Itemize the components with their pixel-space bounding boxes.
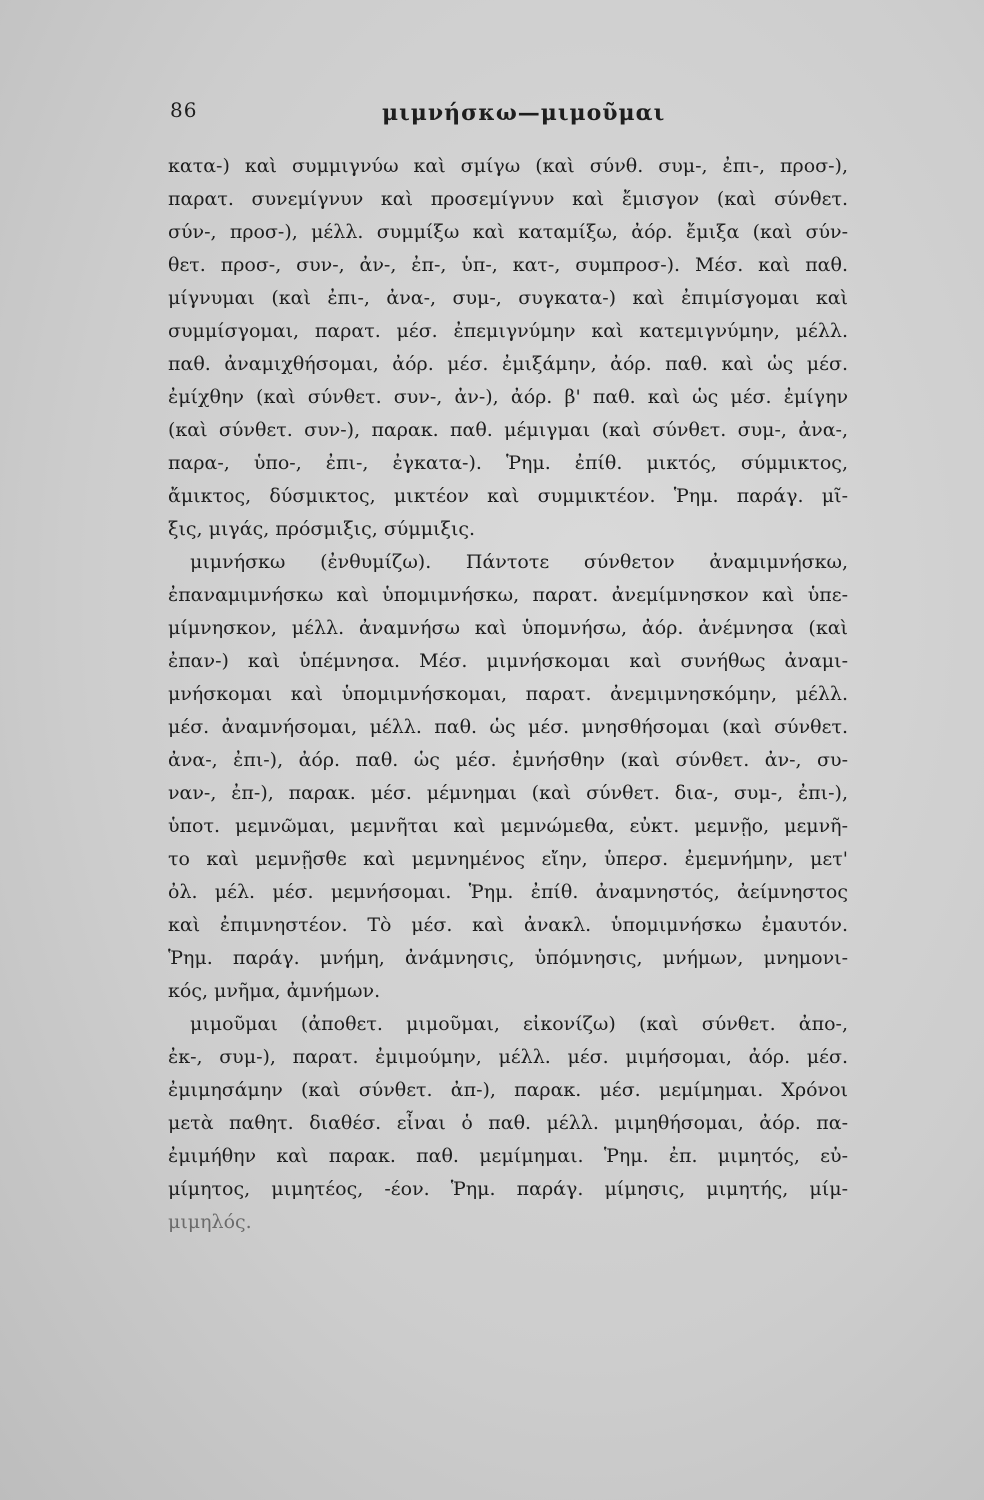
text-line: θετ. προσ-, συν-, ἀν-, ἐπ-, ὑπ-, κατ-, συμπροσ-). Μέσ. καὶ παθ. — [168, 254, 848, 276]
text-line: παθ. ἀναμιχθήσομαι, ἀόρ. μέσ. ἐμιξάμην, ἀόρ. παθ. καὶ ὡς μέσ. — [168, 353, 848, 375]
text-line: καὶ ἐπιμνηστέον. Τὸ μέσ. καὶ ἀνακλ. ὑπομιμνήσκω ἐμαυτόν. — [168, 914, 848, 936]
text-line: μίμητος, μιμητέος, -έον. Ῥημ. παράγ. μίμησις, μιμητής, μίμ- — [168, 1178, 848, 1200]
text-line: ἐκ-, συμ-), παρατ. ἐμιμούμην, μέλλ. μέσ. μιμήσομαι, ἀόρ. μέσ. — [168, 1046, 848, 1068]
text-line: σύν-, προσ-), μέλλ. συμμίξω καὶ καταμίξω, ἀόρ. ἔμιξα (καὶ σύν- — [168, 221, 848, 243]
text-line: κός, μνῆμα, ἀμνήμων. — [168, 980, 381, 1002]
text-line: ἄμικτος, δύσμικτος, μικτέον καὶ συμμικτέον. Ῥημ. παράγ. μῖ- — [168, 485, 848, 507]
text-line: μέσ. ἀναμνήσομαι, μέλλ. παθ. ὡς μέσ. μνησθήσομαι (καὶ σύνθετ. — [168, 716, 848, 738]
text-line: παρα-, ὑπο-, ἐπι-, ἐγκατα-). Ῥημ. ἐπίθ. μικτός, σύμμικτος, — [168, 452, 848, 474]
text-line: μίγνυμαι (καὶ ἐπι-, ἀνα-, συμ-, συγκατα-) καὶ ἐπιμίσγομαι καὶ — [168, 287, 848, 309]
text-line: ἐμιμήθην καὶ παρακ. παθ. μεμίμημαι. Ῥημ. ἐπ. μιμητός, εὐ- — [168, 1145, 848, 1167]
text-line: ἀνα-, ἐπι-), ἀόρ. παθ. ὡς μέσ. ἐμνήσθην (καὶ σύνθετ. ἀν-, συ- — [168, 749, 848, 771]
text-line: ἐμίχθην (καὶ σύνθετ. συν-, ἀν-), ἀόρ. β' παθ. καὶ ὡς μέσ. ἐμίγην — [168, 386, 848, 408]
text-line: μιμοῦμαι (ἀποθετ. μιμοῦμαι, εἰκονίζω) (καὶ σύνθετ. ἀπο-, — [190, 1013, 848, 1035]
text-line: ὑποτ. μεμνῶμαι, μεμνῆται καὶ μεμνώμεθα, εὐκτ. μεμνῇο, μεμνῆ- — [168, 815, 848, 837]
page-number: 86 — [170, 98, 198, 122]
text-line: μετὰ παθητ. διαθέσ. εἶναι ὁ παθ. μέλλ. μιμηθήσομαι, ἀόρ. πα- — [168, 1112, 848, 1134]
text-line: Ῥημ. παράγ. μνήμη, ἀνάμνησις, ὑπόμνησις, μνήμων, μνημονι- — [168, 947, 848, 969]
running-title: μιμνήσκω—μιμοῦμαι — [382, 100, 666, 126]
text-line: παρατ. συνεμίγνυν καὶ προσεμίγνυν καὶ ἔμισγον (καὶ σύνθετ. — [168, 188, 848, 210]
text-line: μιμηλός. — [168, 1211, 252, 1233]
text-line: το καὶ μεμνῇσθε καὶ μεμνημένος εἴην, ὑπερσ. ἐμεμνήμην, μετ' — [168, 848, 848, 870]
text-line: συμμίσγομαι, παρατ. μέσ. ἐπεμιγνύμην καὶ κατεμιγνύμην, μέλλ. — [168, 320, 848, 342]
text-line: ξις, μιγάς, πρόσμιξις, σύμμιξις. — [168, 518, 476, 540]
text-line: ἐπαν-) καὶ ὑπέμνησα. Μέσ. μιμνήσκομαι καὶ συνήθως ἀναμι- — [168, 650, 848, 672]
text-line: (καὶ σύνθετ. συν-), παρακ. παθ. μέμιγμαι (καὶ σύνθετ. συμ-, ἀνα-, — [168, 419, 848, 441]
text-line: κατα-) καὶ συμμιγνύω καὶ σμίγω (καὶ σύνθ. συμ-, ἐπι-, προσ-), — [168, 155, 848, 177]
text-line: μνήσκομαι καὶ ὑπομιμνήσκομαι, παρατ. ἀνεμιμνησκόμην, μέλλ. — [168, 683, 848, 705]
text-line: μίμνησκον, μέλλ. ἀναμνήσω καὶ ὑπομνήσω, ἀόρ. ἀνέμνησα (καὶ — [168, 617, 848, 639]
text-line: ἐπαναμιμνήσκω καὶ ὑπομιμνήσκω, παρατ. ἀνεμίμνησκον καὶ ὑπε- — [168, 584, 848, 606]
text-line: ναν-, ἐπ-), παρακ. μέσ. μέμνημαι (καὶ σύνθετ. δια-, συμ-, ἐπι-), — [168, 782, 848, 804]
text-line: ἐμιμησάμην (καὶ σύνθετ. ἀπ-), παρακ. μέσ. μεμίμημαι. Χρόνοι — [168, 1079, 848, 1101]
text-line: μιμνήσκω (ἐνθυμίζω). Πάντοτε σύνθετον ἀναμιμνήσκω, — [190, 551, 848, 573]
dictionary-entries — [168, 150, 848, 1239]
text-line: ὀλ. μέλ. μέσ. μεμνήσομαι. Ῥημ. ἐπίθ. ἀναμνηστός, ἀείμνηστος — [168, 881, 848, 903]
